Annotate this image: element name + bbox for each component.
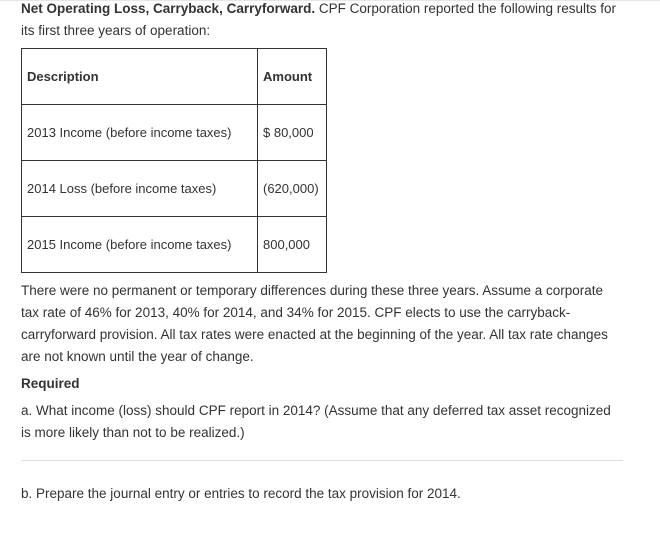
- problem-content: [21, 0, 621, 505]
- row-amount: $ 80,000: [258, 105, 327, 161]
- row-description: 2015 Income (before income taxes): [22, 217, 258, 273]
- intro-paragraph: [21, 0, 621, 42]
- section-divider: [21, 460, 623, 461]
- intro-text: CPF Corporation reported the following results for its first three years of operation:: [21, 1, 616, 38]
- table-row: [22, 105, 327, 161]
- header-amount: Amount: [258, 49, 327, 105]
- row-amount: 800,000: [258, 217, 327, 273]
- row-amount: (620,000): [258, 161, 327, 217]
- table-row: [22, 161, 327, 217]
- table-header-row: [22, 49, 327, 105]
- assumptions-paragraph: There were no permanent or temporary differences during these three years. Assume a corporate tax rate of 46% for 2013, 40% for 2014, and 34% for 2015. CPF elects to use the carryback-carryforward provision. All tax rates were enacted at the beginning of the year. All tax rate changes are not known until the year of change.: [21, 283, 608, 364]
- header-description: Description: [22, 49, 258, 105]
- problem-title: Net Operating Loss, Carryback, Carryforward.: [21, 1, 316, 16]
- required-label: Required: [21, 376, 80, 391]
- row-description: 2013 Income (before income taxes): [22, 105, 258, 161]
- income-table: [21, 48, 327, 273]
- question-b: b. Prepare the journal entry or entries to record the tax provision for 2014.: [21, 486, 461, 501]
- question-a: a. What income (loss) should CPF report in 2014? (Assume that any deferred tax asset recognized is more likely than not to be realized.): [21, 403, 611, 440]
- row-description: 2014 Loss (before income taxes): [22, 161, 258, 217]
- table-row: [22, 217, 327, 273]
